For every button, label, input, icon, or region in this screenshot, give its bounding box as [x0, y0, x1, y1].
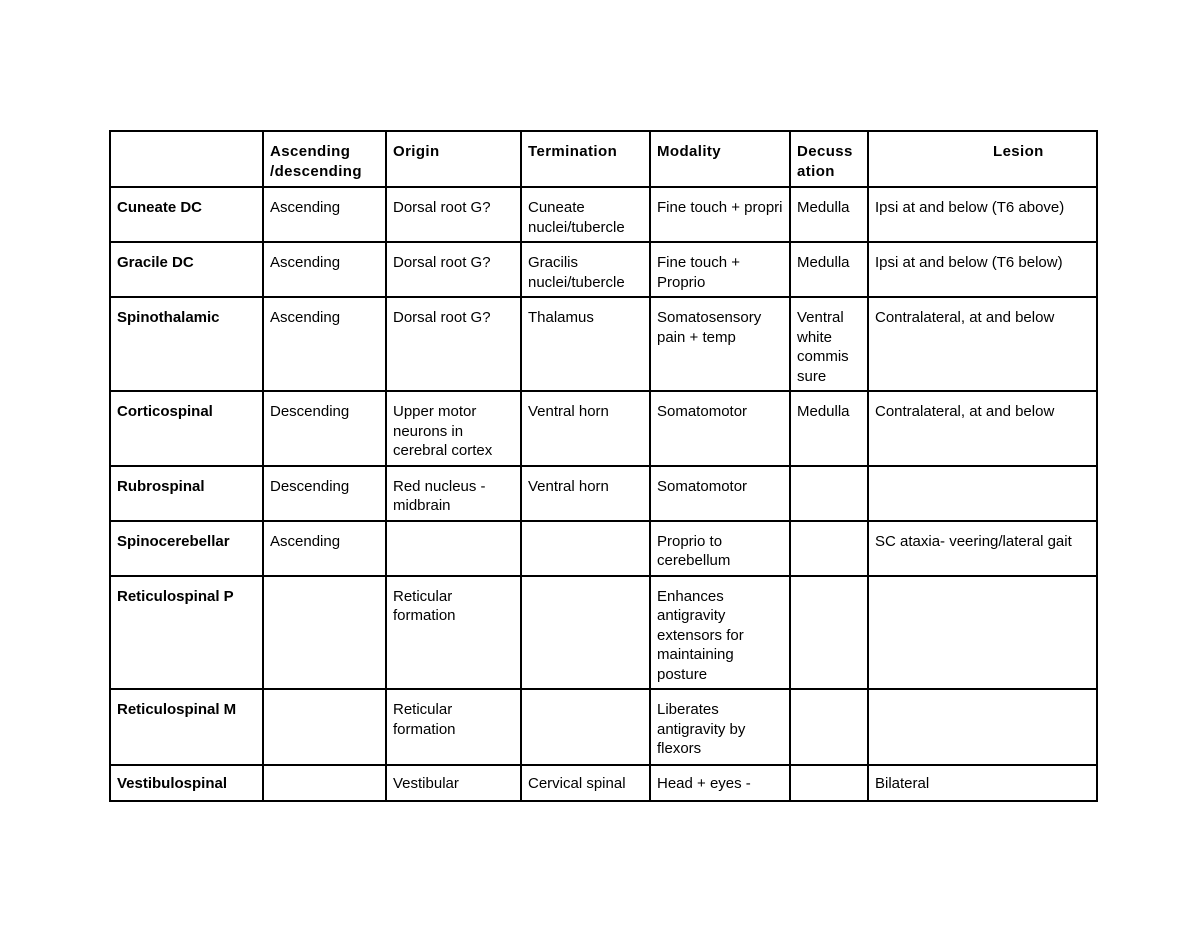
lesion-cell: [868, 466, 1097, 521]
direction-cell: Ascending: [263, 297, 386, 391]
termination-cell: Cuneate nuclei/tubercle: [521, 187, 650, 242]
table-row: [110, 391, 1097, 466]
modality-cell: Somatomotor: [650, 391, 790, 466]
direction-cell: [263, 765, 386, 801]
table-row: [110, 466, 1097, 521]
origin-cell: Dorsal root G?: [386, 242, 521, 297]
modality-cell: Fine touch + Proprio: [650, 242, 790, 297]
direction-cell: Ascending: [263, 242, 386, 297]
table-row: [110, 765, 1097, 801]
termination-cell: Gracilis nuclei/tubercle: [521, 242, 650, 297]
header-cell-corner: [110, 131, 263, 187]
direction-cell: [263, 689, 386, 765]
tract-name-cell: Rubrospinal: [110, 466, 263, 521]
header-cell-direction: Ascending /descending: [263, 131, 386, 187]
header-cell-origin: Origin: [386, 131, 521, 187]
termination-cell: [521, 576, 650, 690]
header-lesion-label: Lesion: [993, 143, 1044, 160]
header-cell-lesion: [868, 131, 1097, 187]
termination-cell: Ventral horn: [521, 391, 650, 466]
lesion-cell: [868, 689, 1097, 765]
decussation-cell: Medulla: [790, 187, 868, 242]
termination-cell: [521, 689, 650, 765]
termination-cell: Cervical spinal: [521, 765, 650, 801]
termination-cell: Ventral horn: [521, 466, 650, 521]
tract-name-cell: Spinothalamic: [110, 297, 263, 391]
lesion-cell: Contralateral, at and below: [868, 391, 1097, 466]
origin-cell: Vestibular: [386, 765, 521, 801]
direction-cell: Ascending: [263, 187, 386, 242]
termination-cell: Thalamus: [521, 297, 650, 391]
lesion-cell: Contralateral, at and below: [868, 297, 1097, 391]
tract-name-cell: Spinocerebellar: [110, 521, 263, 576]
spinal-tracts-table: [109, 130, 1098, 802]
table-header-row: [110, 131, 1097, 187]
table-row: [110, 187, 1097, 242]
modality-cell: Somatosensory pain + temp: [650, 297, 790, 391]
lesion-cell: SC ataxia- veering/lateral gait: [868, 521, 1097, 576]
origin-cell: Dorsal root G?: [386, 187, 521, 242]
modality-cell: Proprio to cerebellum: [650, 521, 790, 576]
origin-cell: [386, 521, 521, 576]
tract-name-cell: Cuneate DC: [110, 187, 263, 242]
direction-cell: Descending: [263, 466, 386, 521]
termination-cell: [521, 521, 650, 576]
tract-name-cell: Corticospinal: [110, 391, 263, 466]
decussation-cell: Ventral white commis sure: [790, 297, 868, 391]
direction-cell: Descending: [263, 391, 386, 466]
lesion-cell: Ipsi at and below (T6 below): [868, 242, 1097, 297]
decussation-cell: Medulla: [790, 391, 868, 466]
modality-cell: Liberates antigravity by flexors: [650, 689, 790, 765]
tract-name-cell: Vestibulospinal: [110, 765, 263, 801]
origin-cell: Reticular formation: [386, 576, 521, 690]
modality-cell: Somatomotor: [650, 466, 790, 521]
lesion-cell: Bilateral: [868, 765, 1097, 801]
header-cell-decussation: Decuss ation: [790, 131, 868, 187]
origin-cell: Red nucleus -midbrain: [386, 466, 521, 521]
header-cell-termination: Termination: [521, 131, 650, 187]
table-row: [110, 689, 1097, 765]
decussation-cell: [790, 576, 868, 690]
decussation-cell: [790, 689, 868, 765]
decussation-cell: [790, 521, 868, 576]
table-row: [110, 242, 1097, 297]
tract-name-cell: Reticulospinal P: [110, 576, 263, 690]
direction-cell: Ascending: [263, 521, 386, 576]
table-row: [110, 297, 1097, 391]
table-row: [110, 576, 1097, 690]
modality-cell: Fine touch + propri: [650, 187, 790, 242]
lesion-cell: [868, 576, 1097, 690]
decussation-cell: Medulla: [790, 242, 868, 297]
decussation-cell: [790, 466, 868, 521]
modality-cell: Enhances antigravity extensors for maintaining posture: [650, 576, 790, 690]
tract-name-cell: Reticulospinal M: [110, 689, 263, 765]
table-row: [110, 521, 1097, 576]
origin-cell: Upper motor neurons in cerebral cortex: [386, 391, 521, 466]
header-cell-modality: Modality: [650, 131, 790, 187]
lesion-cell: Ipsi at and below (T6 above): [868, 187, 1097, 242]
origin-cell: Reticular formation: [386, 689, 521, 765]
decussation-cell: [790, 765, 868, 801]
direction-cell: [263, 576, 386, 690]
modality-cell: Head + eyes -: [650, 765, 790, 801]
tract-name-cell: Gracile DC: [110, 242, 263, 297]
origin-cell: Dorsal root G?: [386, 297, 521, 391]
